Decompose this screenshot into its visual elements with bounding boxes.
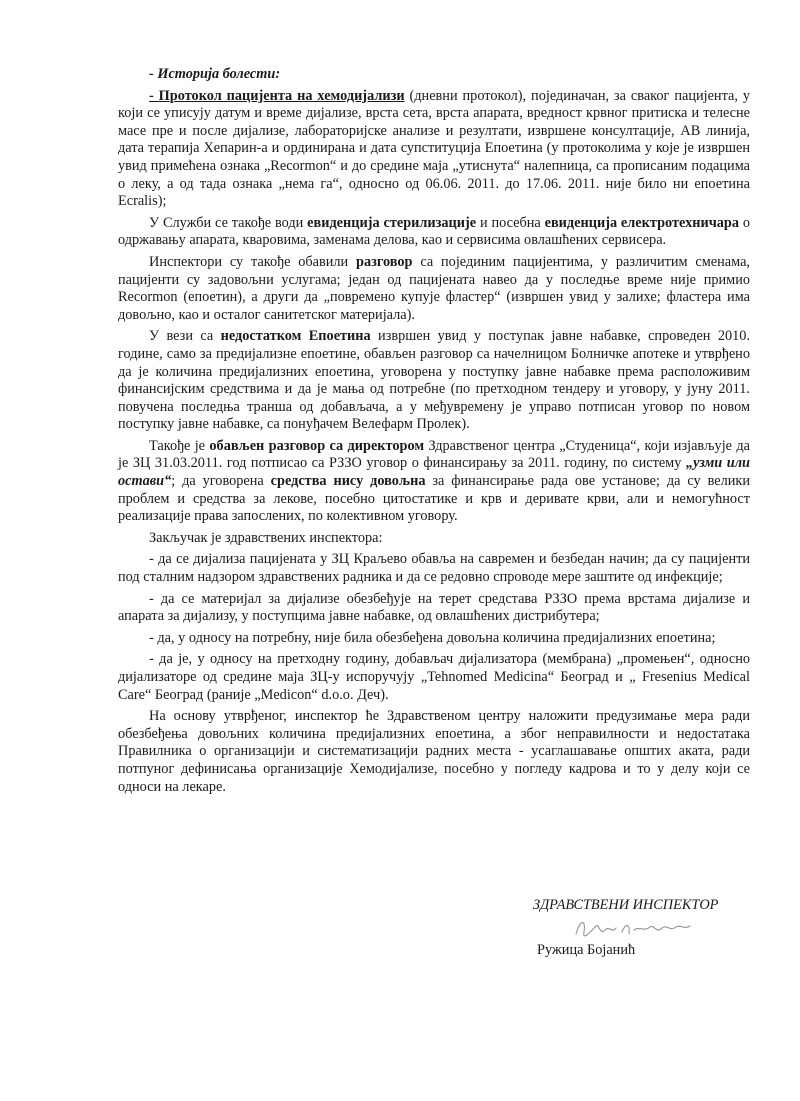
insufficient-funds-label: средства нису довољна — [270, 473, 426, 490]
conclusion-item: - да се дијализа пацијената у ЗЦ Краљево обавља на савремен и безбедан начин; да су пацијенти под сталним надзором здравствених радника и да се редовно спроводе мере заштите од инфекције; — [118, 551, 750, 586]
shortage-label: недостатком Епоетина — [220, 328, 371, 345]
document-body — [118, 66, 750, 800]
conclusion-item: - да се материјал за дијализе обезбеђује на терет средстава РЗЗО према врстама дијализе и апарата за дијализу, у поступцима јавне набавке, од овлашћених дистрибутера; — [118, 590, 750, 625]
sterilization-text-1: У Служби се такође води — [149, 214, 308, 231]
shortage-text-1: У вези са — [149, 328, 221, 345]
director-paragraph — [118, 438, 750, 526]
shortage-text-2: извршен увид у поступак јавне набавке, спроведен 2010. године, само за предијализне епоетине, обављен разговор са начелницом Болничке апотеке и утврђено да је количина предијализних епоетина, уговорена у поступку јавне набавке према расположивим финансијским средствима и да је мања од потребне (по претходном тендеру и уговору, у јуну 2011. повучена последња транша од добављача, а у међувремену је управо потписан уговор по новом поступку јавне набавке, са понуђачем Велефарм Пролек). — [118, 328, 751, 433]
protocol-text: (дневни протокол), појединачан, за сваког пацијента, у који се уписују датум и време дијализе, врста сета, врста апарата, вредност крвног притиска и телесне масе пре и после дијализе, лабораторијске анализе и резултати, извршене консултације, АВ линија, дата терапија Хепарин-а и ординирана и дата супституција Епоетина (у протоколима у које је извршен увид примећена ознака „Recormon“ и до средине маја „утиснута“ налепница, са прописаним подацима о леку, а од тада ознака „нема га“, односно од 06.06. 2011. до 17.06. 2011. није било ни епоетина Ecralis); — [118, 87, 750, 210]
director-label: обављен разговор са директором — [209, 437, 425, 454]
director-text-2: Здравственог центра „Студеница“, који изјављује да је ЗЦ 31.03.2011. год потписао са РЗЗО уговор о финансирању за 2011. годину, по систему — [118, 437, 751, 472]
interview-label: разговор — [356, 253, 413, 270]
conclusion-item: - да је, у односу на претходну годину, добављач дијализатора (мембрана) „промењен“, односно дијализаторе од средине маја ЗЦ-у испоручују „Tehnomed Medicina“ Београд и „ Fresenius Medical Care“ Београд (раније „Medicon“ d.o.o. Деч). — [118, 651, 750, 703]
sterilization-text-2: и посебна — [476, 214, 545, 231]
sterilization-record-label: евиденција стерилизације — [307, 214, 477, 231]
history-heading-text: - Историја болести: — [149, 66, 281, 82]
director-text-4: за финансирање рада ове установе; да су велики проблем и средства за лекове, посебно цитостатике и крв и деривате крви, али и немогућност реализације права запослених, по колективном уговору. — [118, 473, 750, 525]
protocol-label: - Протокол пацијента на хемодијализи — [149, 87, 405, 104]
sterilization-paragraph — [118, 215, 750, 250]
closing-paragraph: На основу утврђеног, инспектор ће Здравственом центру наложити предузимање мера ради обезбеђења довољних количина предијализних епоетина, а због неправилности и недостатака Правилника о организацији и систематизацији радних места - усаглашавање општих аката, ради потпуног дефинисања организације Хемодијализе, посебно у погледу кадрова и то у делу који се односи на лекаре. — [118, 708, 750, 795]
history-heading — [118, 66, 750, 84]
inspector-name: Ружица Бојанић — [537, 942, 636, 958]
protocol-paragraph — [118, 88, 750, 211]
conclusion-item: - да, у односу на потребну, није била обезбеђена довољна количина предијализних епоетина; — [149, 629, 716, 646]
director-text-3: ; да уговорена — [171, 473, 271, 490]
sterilization-text-3: о одржавању апарата, кваровима, заменама делова, као и сервисима овлашћених сервисера. — [118, 214, 751, 249]
interview-text-1: Инспектори су такође обавили — [149, 253, 357, 270]
director-text-1: Такође је — [149, 437, 210, 454]
take-or-leave-label: „узми или остави“ — [118, 455, 751, 490]
shortage-paragraph — [118, 328, 750, 434]
interview-paragraph — [118, 254, 750, 324]
electrician-record-label: евиденција електротехничара — [544, 214, 740, 231]
interview-text-2: са појединим пацијентима, у различитим сменама, пацијенти су задовољни услугама; један од пацијената навео да у последње време није примио Recormon (епоетин), а други да „повремено купује фластер“ (извршен увид у залихе; фластера има довољно, као и осталог санитетског материјала). — [118, 253, 750, 323]
conclusion-intro: Закључак је здравствених инспектора: — [149, 529, 383, 546]
signature-title: ЗДРАВСТВЕНИ ИНСПЕКТОР — [533, 897, 719, 913]
